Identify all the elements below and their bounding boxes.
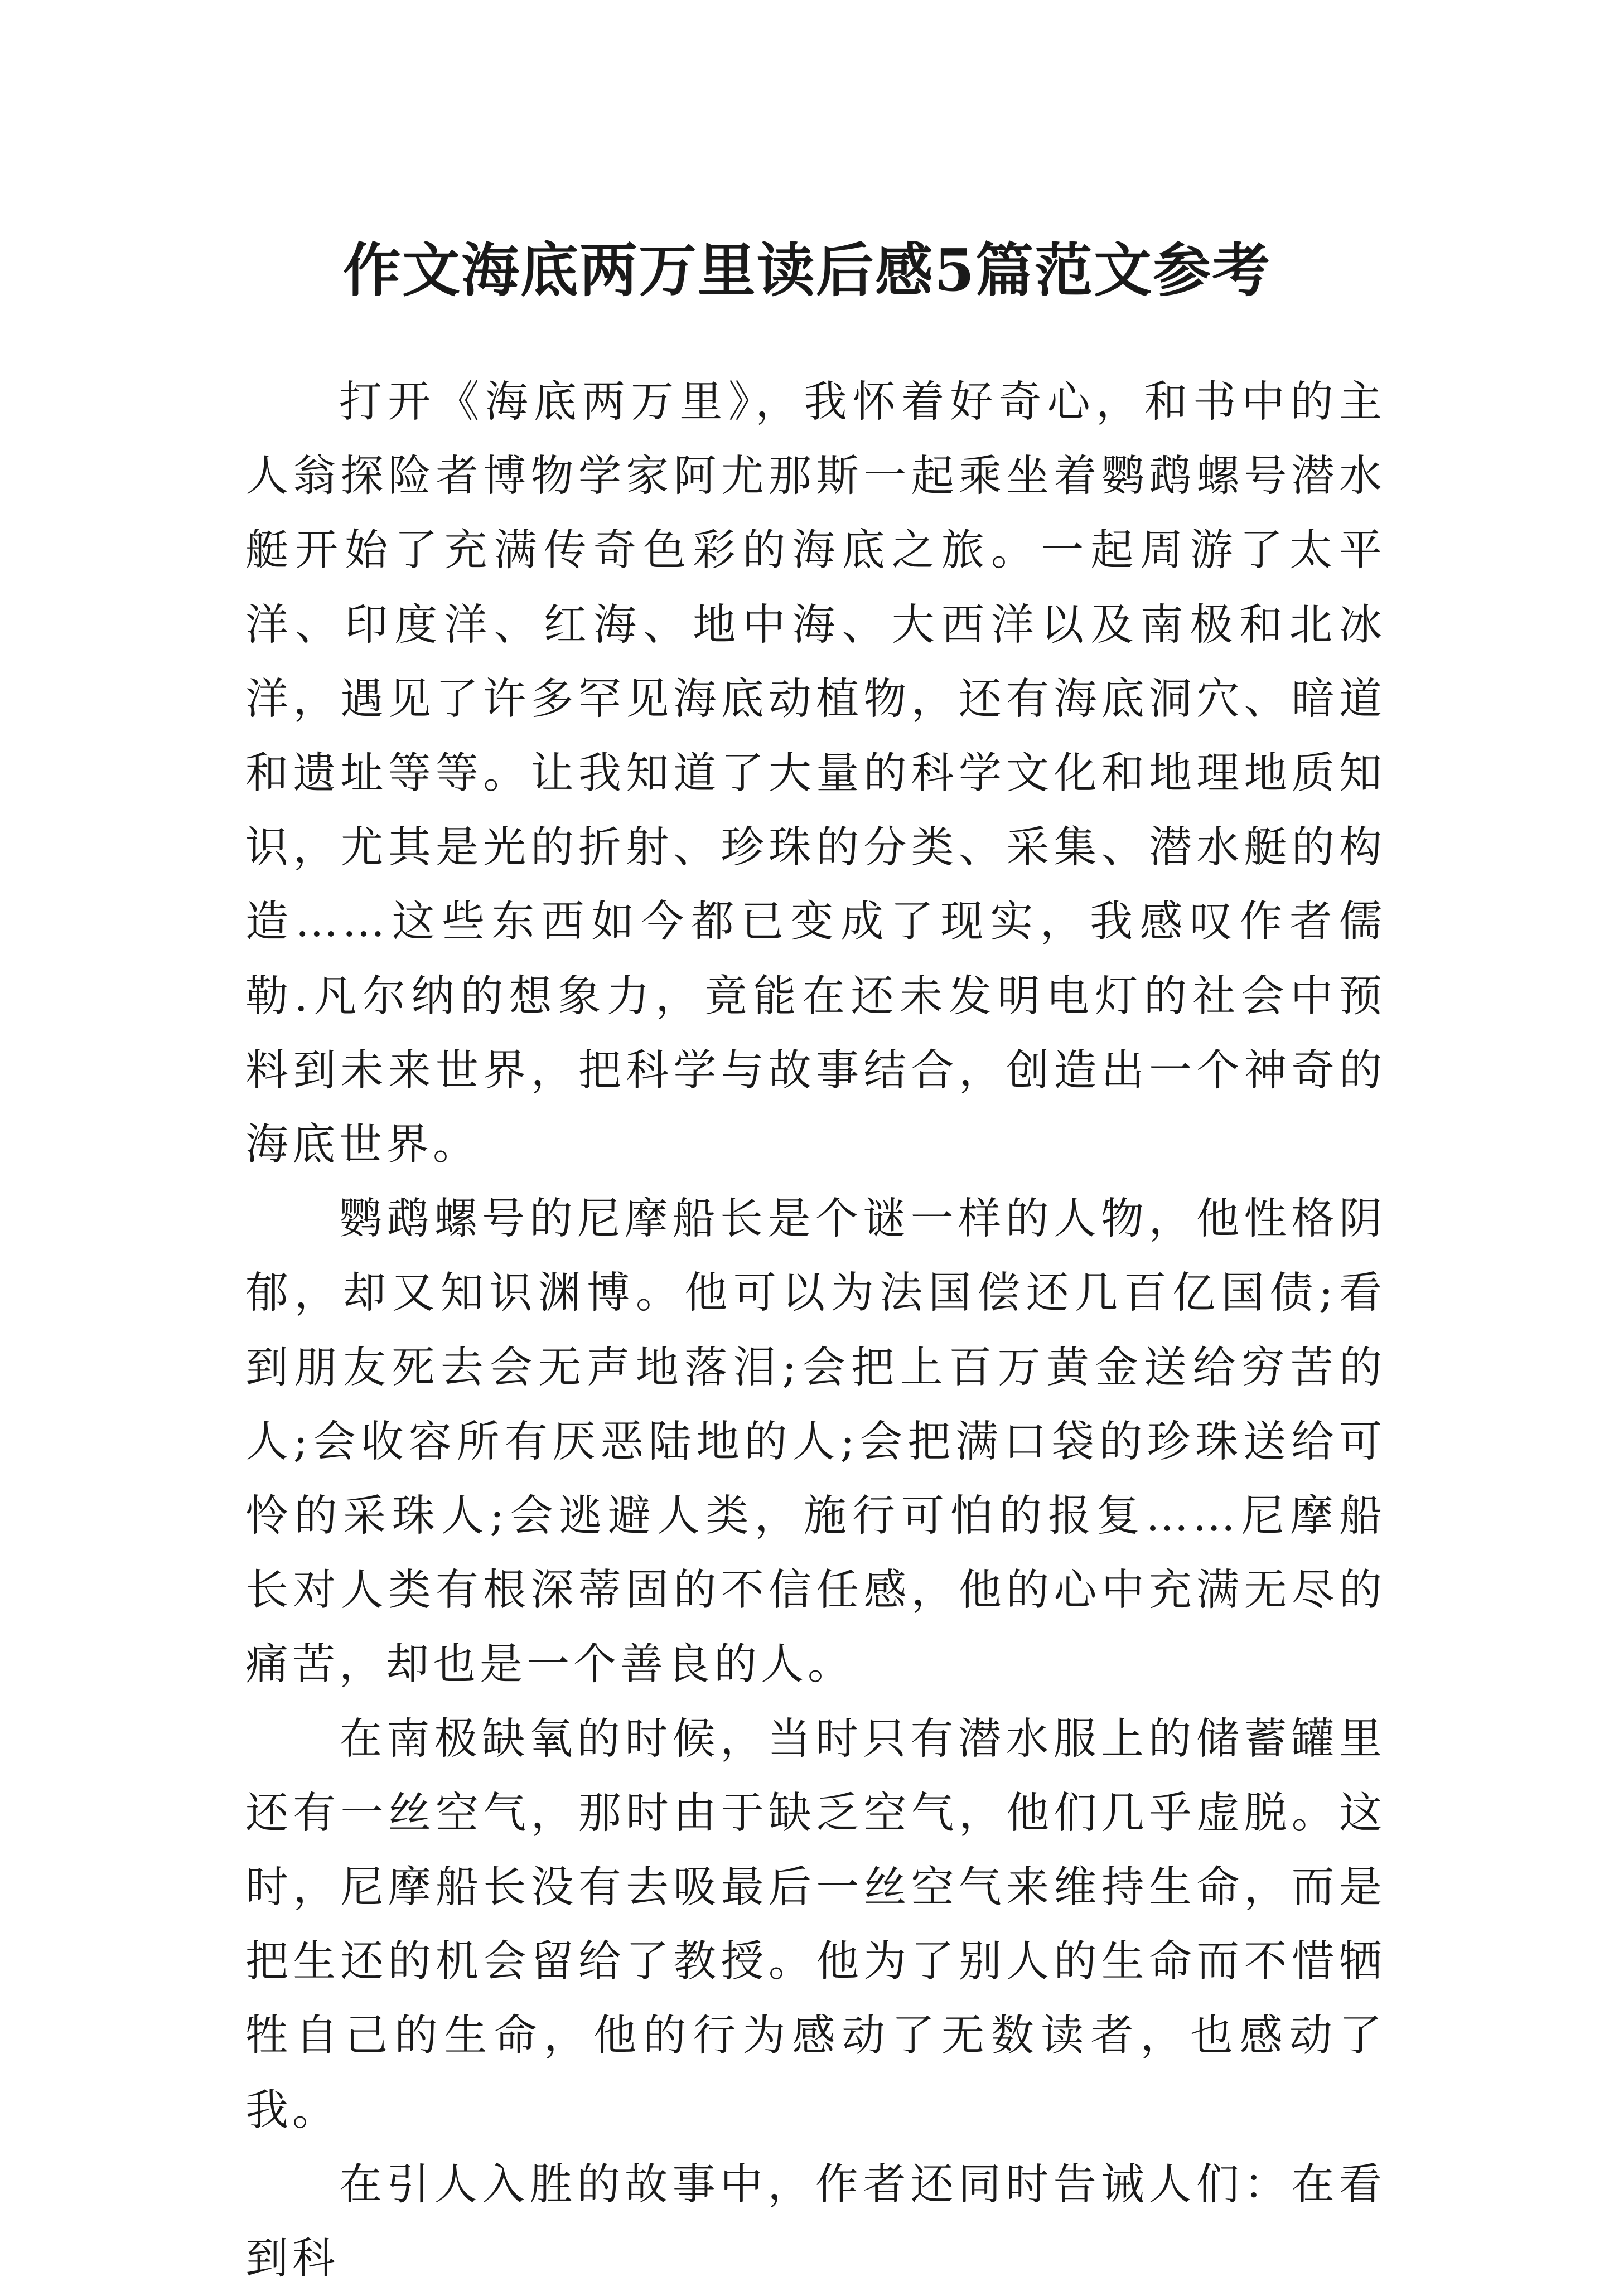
document-body: [245, 365, 1386, 2296]
paragraph: 鹦鹉螺号的尼摩船长是个谜一样的人物，他性格阴郁，却又知识渊博。他可以为法国偿还几百亿国债;看到朋友死去会无声地落泪;会把上百万黄金送给穷苦的人;会收容所有厌恶陆地的人;会把满口袋的珍珠送给可怜的采珠人;会逃避人类，施行可怕的报复……尼摩船长对人类有根深蒂固的不信任感，他的心中充满无尽的痛苦，却也是一个善良的人。: [245, 1194, 1386, 1690]
paragraph: 打开《海底两万里》，我怀着好奇心，和书中的主人翁探险者博物学家阿尤那斯一起乘坐着鹦鹉螺号潜水艇开始了充满传奇色彩的海底之旅。一起周游了太平洋、印度洋、红海、地中海、大西洋以及南极和北冰洋，遇见了许多罕见海底动植物，还有海底洞穴、暗道和遗址等等。让我知道了大量的科学文化和地理地质知识，尤其是光的折射、珍珠的分类、采集、潜水艇的构造……这些东西如今都已变成了现实，我感叹作者儒勒.凡尔纳的想象力，竟能在还未发明电灯的社会中预料到未来世界，把科学与故事结合，创造出一个神奇的海底世界。: [245, 377, 1386, 1170]
paragraph: 在南极缺氧的时候，当时只有潜水服上的储蓄罐里还有一丝空气，那时由于缺乏空气，他们几乎虚脱。这时，尼摩船长没有去吸最后一丝空气来维持生命，而是把生还的机会留给了教授。他为了别人的生命而不惜牺牲自己的生命，他的行为感动了无数读者，也感动了我。: [245, 1714, 1386, 2135]
document-title: 作文海底两万里读后感5篇范文参考: [342, 235, 1272, 304]
paragraph: 在引人入胜的故事中，作者还同时告诫人们：在看到科: [245, 2159, 1386, 2284]
